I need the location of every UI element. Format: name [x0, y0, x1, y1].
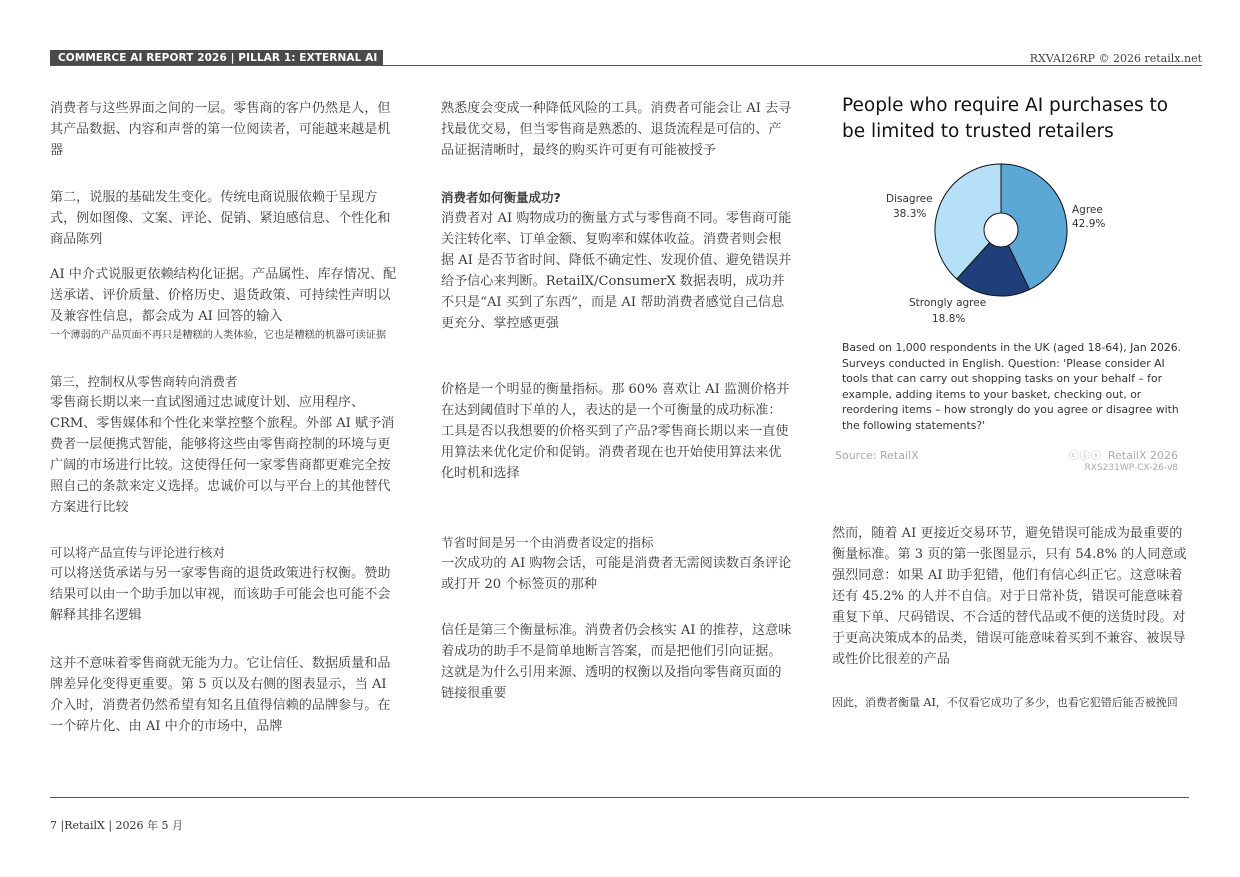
text-column-1: [50, 98, 402, 737]
pie-label-disagree: Disagree: [886, 193, 933, 205]
paragraph: 消费者对 AI 购物成功的衡量方式与零售商不同。零售商可能关注转化率、订单金额、复购率和媒体收益。消费者则会根据 AI 是否节省时间、降低不确定性、发现价值、避免错误并给予信心来判断。RetailX/ConsumerX 数据表明，成功并不只是“AI 买到了东西”，而是 AI 帮助消费者感觉自己信息更充分、掌控感更强: [441, 211, 792, 331]
paragraph: 这并不意味着零售商就无能为力。它让信任、数据质量和品牌差异化变得更重要。第 5 页以及右侧的图表显示，当 AI 介入时，消费者仍然希望有知名且值得信赖的品牌参与。在一个碎片化、由 AI 中介的市场中，品牌: [50, 656, 391, 734]
chart-code: RXS231WP-CX-26-v8: [1084, 463, 1178, 473]
paragraph: 零售商长期以来一直试图通过忠诚度计划、应用程序、CRM、零售媒体和个性化来掌控整个旅程。外部 AI 赋予消费者一层便携式智能，能够将这些由零售商控制的环境与更广阔的市场进行比较。这使得任何一家零售商都更难完全按照自己的条款来定义选择。忠诚价可以与平台上的其他替代方案进行比较: [50, 395, 395, 515]
paragraph: AI 中介式说服更依赖结构化证据。产品属性、库存情况、配送承诺、评价质量、价格历史、退货政策、可持续性声明以及兼容性信息，都会成为 AI 回答的输入: [50, 267, 397, 324]
pie-pct-strongly-agree: 18.8%: [932, 313, 966, 325]
paragraph: 熟悉度会变成一种降低风险的工具。消费者可能会让 AI 去寻找最优交易，但当零售商是熟悉的、退货流程是可信的、产品证据清晰时，最终的购买许可更有可能被授予: [441, 101, 792, 158]
copyright-text: RetailX 2026: [1107, 449, 1178, 462]
paragraph-note: 因此，消费者衡量 AI，不仅看它成功了多少，也看它犯错后能否被挽回: [832, 696, 1178, 709]
pie-pct-agree: 42.9%: [1072, 218, 1106, 230]
pie-pct-disagree: 38.3%: [893, 208, 927, 220]
paragraph: 第二，说服的基础发生变化。传统电商说服依赖于呈现方式，例如图像、文案、评论、促销、紧迫感信息、个性化和商品陈列: [50, 190, 391, 247]
paragraph: 可以将送货承诺与另一家零售商的退货政策进行权衡。赞助结果可以由一个助手加以审视，而该助手可能会也可能不会解释其排名逻辑: [50, 566, 391, 623]
chart-source: Source: RetailX: [835, 449, 919, 462]
paragraph: 然而，随着 AI 更接近交易环节，避免错误可能成为最重要的衡量标准。第 3 页的第一张图显示，只有 54.8% 的人同意或强烈同意：如果 AI 助手犯错，他们有信心纠正它。这意味着还有 45.2% 的人并不自信。对于日常补货，错误可能意味着重复下单、尺码错误、不合适的替代品或不便的送货时段。对于更高决策成本的品类，错误可能意味着买到不兼容、被误导或性价比很差的产品: [832, 526, 1187, 667]
text-column-3: [832, 523, 1188, 712]
report-header-label: COMMERCE AI REPORT 2026 | PILLAR 1: EXTERNAL AI: [50, 50, 383, 66]
paragraph-note: 一个薄弱的产品页面不再只是糟糕的人类体验，它也是糟糕的机器可读证据: [50, 330, 387, 341]
page-footer: 7 |RetailX | 2026 年 5 月: [50, 819, 184, 832]
pie-label-agree: Agree: [1072, 204, 1103, 216]
section-subhead: 第三，控制权从零售商转向消费者: [50, 374, 238, 389]
header-divider: [50, 65, 1202, 66]
footer-divider: [50, 797, 1189, 798]
report-code-copyright: RXVAI26RP © 2026 retailx.net: [1029, 52, 1202, 65]
paragraph: 一次成功的 AI 购物会话，可能是消费者无需阅读数百条评论或打开 20 个标签页的那种: [441, 556, 792, 592]
section-heading: 消费者如何衡量成功?: [441, 190, 561, 205]
chart-copyright: [1069, 447, 1178, 462]
pie-chart: [860, 150, 1200, 330]
donut-hole: [984, 213, 1018, 247]
pie-label-strongly-agree: Strongly agree: [909, 297, 987, 309]
paragraph: 消费者与这些界面之间的一层。零售商的客户仍然是人，但其产品数据、内容和声誉的第一位阅读者，可能越来越是机器: [50, 101, 391, 158]
text-column-2: [441, 98, 793, 704]
section-subhead: 可以将产品宣传与评论进行核对: [50, 545, 226, 560]
creative-commons-icon: ⓒⓘⓢ: [1068, 451, 1102, 462]
chart-footnote: Based on 1,000 respondents in the UK (aged 18-64), Jan 2026. Surveys conducted in English. Question: 'Please consider AI tools that can carry out shopping tasks on your behalf – for example, adding items to your basket, checking out, or reordering items – how strongly do you agree or disagree with the following statements?': [842, 341, 1182, 432]
chart-title: People who require AI purchases to be limited to trusted retailers: [842, 95, 1169, 142]
paragraph: 价格是一个明显的衡量指标。那 60% 喜欢让 AI 监测价格并在达到阈值时下单的人，表达的是一个可衡量的成功标准：工具是否以我想要的价格买到了产品?零售商长期以来一直使用算法来优化定价和促销。消费者现在也开始使用算法来优化时机和选择: [441, 382, 790, 481]
paragraph: 信任是第三个衡量标准。消费者仍会核实 AI 的推荐，这意味着成功的助手不是简单地断言答案，而是把他们引向证据。这就是为什么引用来源、透明的权衡以及指向零售商页面的链接很重要: [441, 623, 792, 701]
section-subhead: 节省时间是另一个由消费者设定的指标: [441, 535, 654, 550]
